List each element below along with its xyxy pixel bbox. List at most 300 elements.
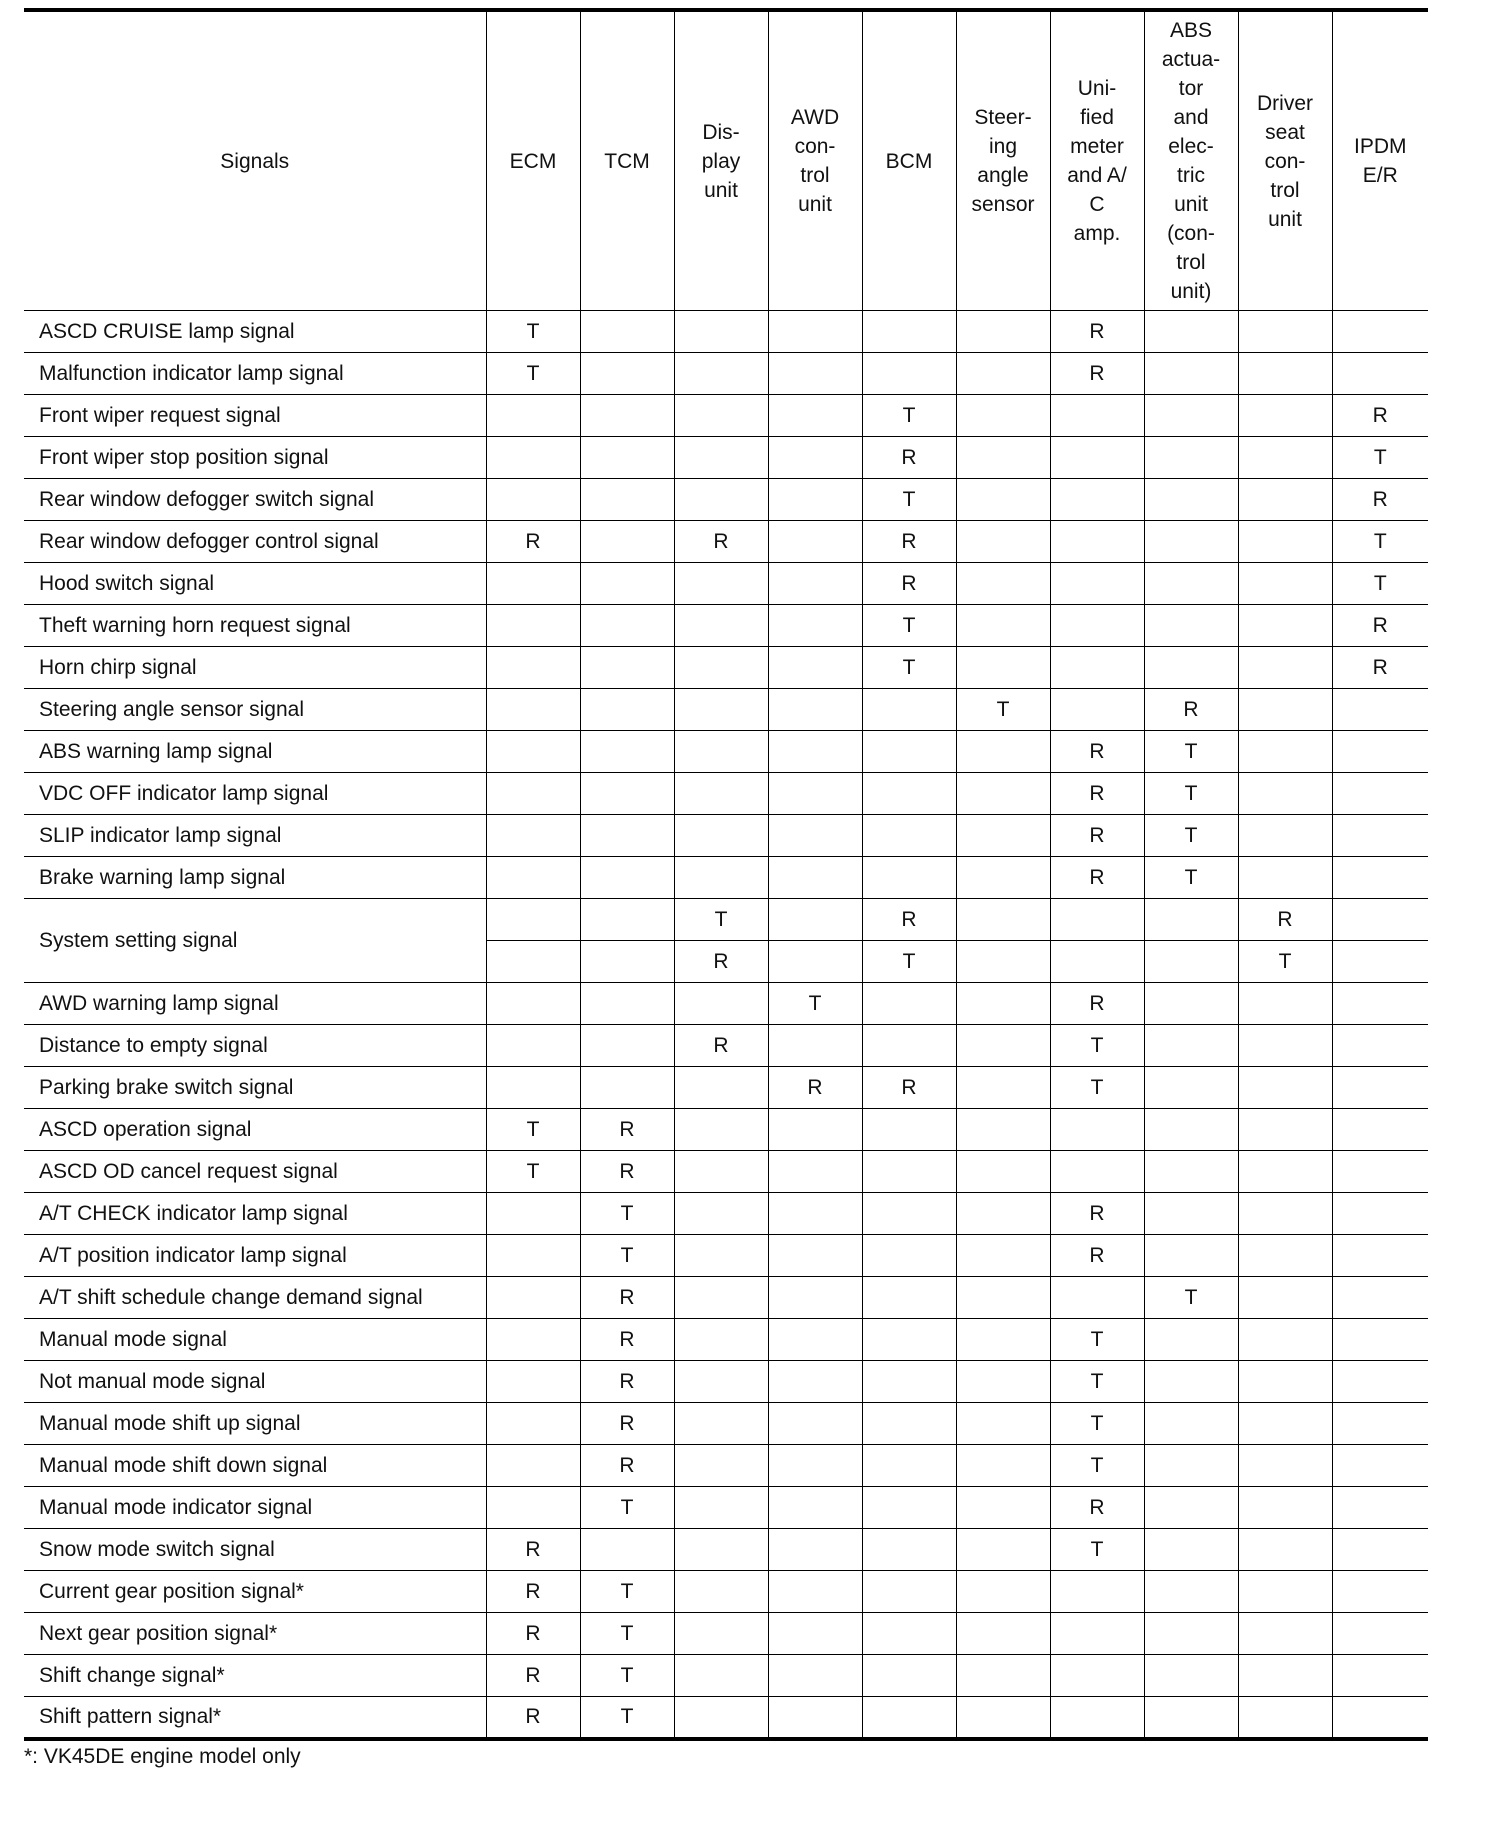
cell-ecm bbox=[486, 479, 580, 521]
cell-display: R bbox=[674, 521, 768, 563]
cell-ipdm: T bbox=[1332, 521, 1428, 563]
cell-display bbox=[674, 857, 768, 899]
cell-steering bbox=[956, 1235, 1050, 1277]
table-row bbox=[24, 1109, 1428, 1151]
cell-tcm: T bbox=[580, 1697, 674, 1739]
cell-ipdm bbox=[1332, 1025, 1428, 1067]
cell-steering bbox=[956, 899, 1050, 941]
cell-meter bbox=[1050, 437, 1144, 479]
cell-bcm: R bbox=[862, 563, 956, 605]
cell-tcm bbox=[580, 437, 674, 479]
cell-bcm bbox=[862, 1613, 956, 1655]
cell-awd bbox=[768, 1277, 862, 1319]
cell-awd bbox=[768, 1571, 862, 1613]
cell-awd bbox=[768, 1235, 862, 1277]
column-header-line: Signals bbox=[220, 149, 290, 173]
cell-awd bbox=[768, 479, 862, 521]
cell-display bbox=[674, 1277, 768, 1319]
cell-bcm bbox=[862, 1151, 956, 1193]
table-row bbox=[24, 521, 1428, 563]
cell-ipdm bbox=[1332, 941, 1428, 983]
cell-steering bbox=[956, 437, 1050, 479]
cell-awd bbox=[768, 1487, 862, 1529]
cell-steering bbox=[956, 1613, 1050, 1655]
cell-tcm bbox=[580, 1529, 674, 1571]
table-row bbox=[24, 605, 1428, 647]
cell-meter bbox=[1050, 1655, 1144, 1697]
cell-tcm bbox=[580, 1025, 674, 1067]
column-header-line: trol bbox=[1270, 178, 1300, 202]
cell-abs bbox=[1144, 1109, 1238, 1151]
cell-abs bbox=[1144, 1571, 1238, 1613]
footnote: *: VK45DE engine model only bbox=[24, 1744, 301, 1768]
cell-bcm bbox=[862, 1655, 956, 1697]
cell-ecm bbox=[486, 1361, 580, 1403]
cell-bcm bbox=[862, 1361, 956, 1403]
signal-name: Malfunction indicator lamp signal bbox=[24, 353, 486, 395]
table-row bbox=[24, 1235, 1428, 1277]
cell-meter: R bbox=[1050, 983, 1144, 1025]
signal-name: Brake warning lamp signal bbox=[24, 857, 486, 899]
column-header-line: amp. bbox=[1073, 222, 1121, 245]
column-header-abs bbox=[1144, 10, 1238, 311]
signal-name: A/T CHECK indicator lamp signal bbox=[24, 1193, 486, 1235]
cell-seat bbox=[1238, 815, 1332, 857]
column-header-line: unit bbox=[798, 193, 832, 216]
cell-ipdm bbox=[1332, 1529, 1428, 1571]
cell-abs bbox=[1144, 899, 1238, 941]
column-header-line: and A/ bbox=[1067, 164, 1127, 187]
cell-awd: T bbox=[768, 983, 862, 1025]
cell-awd bbox=[768, 437, 862, 479]
cell-meter: T bbox=[1050, 1361, 1144, 1403]
column-header-line: seat bbox=[1265, 120, 1305, 144]
cell-awd bbox=[768, 521, 862, 563]
cell-bcm bbox=[862, 731, 956, 773]
table-row bbox=[24, 1613, 1428, 1655]
cell-abs bbox=[1144, 1487, 1238, 1529]
cell-ecm: R bbox=[486, 1655, 580, 1697]
column-header-line: trol bbox=[800, 164, 830, 187]
table-row bbox=[24, 1571, 1428, 1613]
cell-seat bbox=[1238, 353, 1332, 395]
cell-awd bbox=[768, 815, 862, 857]
cell-bcm: R bbox=[862, 437, 956, 479]
cell-ipdm bbox=[1332, 1445, 1428, 1487]
cell-seat bbox=[1238, 1193, 1332, 1235]
cell-steering bbox=[956, 395, 1050, 437]
cell-awd: R bbox=[768, 1067, 862, 1109]
cell-seat: T bbox=[1238, 941, 1332, 983]
cell-tcm bbox=[580, 311, 674, 353]
signal-name: Manual mode shift down signal bbox=[24, 1445, 486, 1487]
column-header-line: Driver bbox=[1257, 91, 1313, 115]
cell-abs bbox=[1144, 395, 1238, 437]
cell-seat bbox=[1238, 1571, 1332, 1613]
column-header-signals bbox=[24, 10, 486, 311]
cell-seat bbox=[1238, 1613, 1332, 1655]
cell-display bbox=[674, 1151, 768, 1193]
table-row bbox=[24, 1319, 1428, 1361]
signal-name: ASCD CRUISE lamp signal bbox=[39, 319, 295, 343]
cell-display bbox=[674, 1487, 768, 1529]
table-row bbox=[24, 353, 1428, 395]
cell-abs bbox=[1144, 1655, 1238, 1697]
cell-awd bbox=[768, 311, 862, 353]
table-row bbox=[24, 1697, 1428, 1739]
cell-steering bbox=[956, 1067, 1050, 1109]
cell-meter bbox=[1050, 1151, 1144, 1193]
cell-steering bbox=[956, 1487, 1050, 1529]
cell-abs: T bbox=[1144, 773, 1238, 815]
cell-meter: R bbox=[1050, 1487, 1144, 1529]
cell-ipdm: R bbox=[1332, 647, 1428, 689]
signal-name: Steering angle sensor signal bbox=[24, 689, 486, 731]
cell-ecm bbox=[486, 689, 580, 731]
cell-seat bbox=[1238, 521, 1332, 563]
cell-tcm bbox=[580, 1067, 674, 1109]
signal-name: ABS warning lamp signal bbox=[24, 731, 486, 773]
cell-meter bbox=[1050, 941, 1144, 983]
cell-abs bbox=[1144, 521, 1238, 563]
signal-name: Current gear position signal* bbox=[24, 1571, 486, 1613]
cell-display bbox=[674, 1571, 768, 1613]
cell-ecm bbox=[486, 773, 580, 815]
signal-name: Not manual mode signal bbox=[24, 1361, 486, 1403]
signal-name: Rear window defogger control signal bbox=[24, 521, 486, 563]
cell-seat bbox=[1238, 1025, 1332, 1067]
cell-ecm bbox=[486, 1319, 580, 1361]
cell-meter bbox=[1050, 1109, 1144, 1151]
cell-seat bbox=[1238, 689, 1332, 731]
cell-ecm: T bbox=[486, 311, 580, 353]
cell-steering bbox=[956, 1445, 1050, 1487]
cell-ecm: T bbox=[486, 1151, 580, 1193]
cell-ecm: T bbox=[486, 353, 580, 395]
cell-steering bbox=[956, 1571, 1050, 1613]
column-header-line: Steer- bbox=[974, 106, 1032, 129]
cell-seat bbox=[1238, 1361, 1332, 1403]
cell-awd bbox=[768, 1361, 862, 1403]
cell-abs bbox=[1144, 1445, 1238, 1487]
cell-awd bbox=[768, 731, 862, 773]
cell-ecm bbox=[486, 857, 580, 899]
signal-name: Front wiper stop position signal bbox=[24, 437, 486, 479]
column-header-meter bbox=[1050, 10, 1144, 311]
signal-name: A/T shift schedule change demand signal bbox=[24, 1277, 486, 1319]
column-header-line: ECM bbox=[509, 149, 557, 173]
cell-tcm bbox=[580, 563, 674, 605]
column-header-line: Uni- bbox=[1077, 77, 1117, 100]
cell-bcm bbox=[862, 857, 956, 899]
cell-steering bbox=[956, 311, 1050, 353]
cell-bcm bbox=[862, 353, 956, 395]
cell-steering bbox=[956, 1655, 1050, 1697]
cell-meter: R bbox=[1050, 311, 1144, 353]
cell-abs bbox=[1144, 1361, 1238, 1403]
cell-seat bbox=[1238, 437, 1332, 479]
column-header-ecm bbox=[486, 10, 580, 311]
cell-tcm bbox=[580, 605, 674, 647]
cell-abs bbox=[1144, 983, 1238, 1025]
cell-awd bbox=[768, 1193, 862, 1235]
cell-awd bbox=[768, 353, 862, 395]
cell-display bbox=[674, 311, 768, 353]
cell-display bbox=[674, 1067, 768, 1109]
cell-bcm bbox=[862, 1529, 956, 1571]
cell-steering bbox=[956, 1025, 1050, 1067]
signal-name: Horn chirp signal bbox=[24, 647, 486, 689]
cell-steering bbox=[956, 1109, 1050, 1151]
cell-steering bbox=[956, 1319, 1050, 1361]
cell-awd bbox=[768, 395, 862, 437]
cell-abs bbox=[1144, 1193, 1238, 1235]
column-header-seat bbox=[1238, 10, 1332, 311]
cell-seat bbox=[1238, 1319, 1332, 1361]
cell-display bbox=[674, 647, 768, 689]
cell-abs bbox=[1144, 1025, 1238, 1067]
signal-name: Hood switch signal bbox=[24, 563, 486, 605]
cell-ipdm bbox=[1332, 1697, 1428, 1739]
cell-meter bbox=[1050, 1697, 1144, 1739]
column-header-line: TCM bbox=[604, 149, 650, 173]
cell-abs bbox=[1144, 1613, 1238, 1655]
column-header-line: angle bbox=[977, 164, 1029, 187]
cell-meter: T bbox=[1050, 1067, 1144, 1109]
cell-tcm bbox=[580, 899, 674, 941]
cell-steering bbox=[956, 479, 1050, 521]
cell-ecm bbox=[486, 815, 580, 857]
cell-display bbox=[674, 983, 768, 1025]
cell-steering bbox=[956, 1151, 1050, 1193]
cell-steering bbox=[956, 1403, 1050, 1445]
cell-ecm bbox=[486, 1445, 580, 1487]
cell-ecm bbox=[486, 983, 580, 1025]
cell-meter: R bbox=[1050, 857, 1144, 899]
column-header-line: and bbox=[1173, 106, 1209, 129]
cell-seat bbox=[1238, 647, 1332, 689]
can-signal-table bbox=[24, 8, 1428, 1741]
cell-abs bbox=[1144, 1151, 1238, 1193]
cell-display bbox=[674, 1109, 768, 1151]
cell-ipdm bbox=[1332, 1361, 1428, 1403]
cell-abs: T bbox=[1144, 1277, 1238, 1319]
cell-abs bbox=[1144, 1067, 1238, 1109]
cell-seat bbox=[1238, 563, 1332, 605]
cell-bcm bbox=[862, 311, 956, 353]
table-row bbox=[24, 1445, 1428, 1487]
cell-ecm bbox=[486, 899, 580, 941]
cell-abs bbox=[1144, 479, 1238, 521]
cell-ipdm bbox=[1332, 983, 1428, 1025]
column-header-line: Dis- bbox=[702, 120, 740, 144]
cell-seat bbox=[1238, 311, 1332, 353]
cell-meter bbox=[1050, 689, 1144, 731]
cell-seat bbox=[1238, 1655, 1332, 1697]
cell-abs: T bbox=[1144, 857, 1238, 899]
column-header-line: AWD bbox=[790, 106, 840, 129]
cell-tcm bbox=[580, 773, 674, 815]
cell-tcm bbox=[580, 521, 674, 563]
table-row bbox=[24, 1025, 1428, 1067]
cell-meter: R bbox=[1050, 815, 1144, 857]
cell-tcm: R bbox=[580, 1403, 674, 1445]
cell-awd bbox=[768, 563, 862, 605]
cell-ecm bbox=[486, 1487, 580, 1529]
cell-steering bbox=[956, 1697, 1050, 1739]
cell-meter bbox=[1050, 1571, 1144, 1613]
cell-ecm: R bbox=[486, 521, 580, 563]
cell-display bbox=[674, 353, 768, 395]
cell-display bbox=[674, 773, 768, 815]
cell-tcm: R bbox=[580, 1445, 674, 1487]
cell-awd bbox=[768, 1655, 862, 1697]
table-header-row bbox=[24, 10, 1428, 311]
table-row bbox=[24, 731, 1428, 773]
cell-tcm: R bbox=[580, 1151, 674, 1193]
signal-name: Theft warning horn request signal bbox=[24, 605, 486, 647]
table-row bbox=[24, 1529, 1428, 1571]
cell-bcm: T bbox=[862, 395, 956, 437]
cell-display bbox=[674, 437, 768, 479]
cell-bcm bbox=[862, 815, 956, 857]
table-row bbox=[24, 1193, 1428, 1235]
cell-abs: T bbox=[1144, 815, 1238, 857]
cell-abs bbox=[1144, 1529, 1238, 1571]
cell-abs bbox=[1144, 1319, 1238, 1361]
column-header-line: tor bbox=[1178, 77, 1204, 100]
signal-name: ASCD OD cancel request signal bbox=[24, 1151, 486, 1193]
cell-tcm bbox=[580, 353, 674, 395]
cell-seat bbox=[1238, 1487, 1332, 1529]
cell-ipdm: R bbox=[1332, 479, 1428, 521]
cell-tcm: R bbox=[580, 1109, 674, 1151]
cell-awd bbox=[768, 689, 862, 731]
cell-abs: R bbox=[1144, 689, 1238, 731]
cell-steering bbox=[956, 1529, 1050, 1571]
table-row bbox=[24, 899, 1428, 941]
signal-name: Snow mode switch signal bbox=[24, 1529, 486, 1571]
cell-meter: R bbox=[1050, 731, 1144, 773]
column-header-line: BCM bbox=[885, 149, 933, 173]
cell-meter: R bbox=[1050, 773, 1144, 815]
table-row bbox=[24, 1487, 1428, 1529]
signal-name: System setting signal bbox=[24, 899, 486, 983]
cell-ecm bbox=[486, 1067, 580, 1109]
cell-bcm bbox=[862, 1487, 956, 1529]
cell-bcm bbox=[862, 1403, 956, 1445]
cell-meter: T bbox=[1050, 1529, 1144, 1571]
signal-name: Manual mode signal bbox=[24, 1319, 486, 1361]
cell-awd bbox=[768, 899, 862, 941]
cell-display bbox=[674, 815, 768, 857]
cell-ecm bbox=[486, 941, 580, 983]
cell-meter: T bbox=[1050, 1403, 1144, 1445]
cell-awd bbox=[768, 773, 862, 815]
column-header-line: ABS bbox=[1169, 19, 1213, 42]
table-row bbox=[24, 563, 1428, 605]
cell-display bbox=[674, 1361, 768, 1403]
cell-awd bbox=[768, 1109, 862, 1151]
cell-bcm bbox=[862, 1109, 956, 1151]
cell-steering bbox=[956, 563, 1050, 605]
cell-ipdm bbox=[1332, 857, 1428, 899]
cell-ecm bbox=[486, 395, 580, 437]
cell-abs bbox=[1144, 941, 1238, 983]
cell-ipdm: T bbox=[1332, 437, 1428, 479]
cell-bcm bbox=[862, 1571, 956, 1613]
column-header-line: ing bbox=[988, 135, 1018, 158]
column-header-display bbox=[674, 10, 768, 311]
cell-bcm bbox=[862, 1235, 956, 1277]
cell-bcm bbox=[862, 983, 956, 1025]
cell-awd bbox=[768, 1151, 862, 1193]
signal-name: Distance to empty signal bbox=[24, 1025, 486, 1067]
cell-ipdm bbox=[1332, 1151, 1428, 1193]
cell-ecm: R bbox=[486, 1529, 580, 1571]
cell-seat bbox=[1238, 773, 1332, 815]
cell-seat bbox=[1238, 731, 1332, 773]
cell-tcm: T bbox=[580, 1235, 674, 1277]
cell-ipdm bbox=[1332, 1655, 1428, 1697]
cell-display bbox=[674, 605, 768, 647]
table-row bbox=[24, 815, 1428, 857]
cell-abs bbox=[1144, 353, 1238, 395]
table-row bbox=[24, 773, 1428, 815]
cell-steering bbox=[956, 1277, 1050, 1319]
cell-awd bbox=[768, 1445, 862, 1487]
signal-table-document bbox=[24, 8, 1428, 1769]
cell-display: T bbox=[674, 899, 768, 941]
cell-meter bbox=[1050, 563, 1144, 605]
cell-meter bbox=[1050, 521, 1144, 563]
cell-meter: T bbox=[1050, 1445, 1144, 1487]
cell-seat bbox=[1238, 857, 1332, 899]
cell-bcm: R bbox=[862, 1067, 956, 1109]
cell-meter bbox=[1050, 1613, 1144, 1655]
cell-ipdm bbox=[1332, 1109, 1428, 1151]
cell-steering bbox=[956, 815, 1050, 857]
cell-ecm bbox=[486, 605, 580, 647]
cell-ecm bbox=[486, 1025, 580, 1067]
cell-ipdm bbox=[1332, 773, 1428, 815]
cell-awd bbox=[768, 1319, 862, 1361]
cell-bcm: T bbox=[862, 647, 956, 689]
cell-seat bbox=[1238, 605, 1332, 647]
cell-awd bbox=[768, 857, 862, 899]
cell-bcm bbox=[862, 1193, 956, 1235]
column-header-line: tric bbox=[1177, 164, 1205, 187]
signal-name: Front wiper request signal bbox=[24, 395, 486, 437]
cell-meter bbox=[1050, 899, 1144, 941]
table-row bbox=[24, 1655, 1428, 1697]
column-header-steering bbox=[956, 10, 1050, 311]
table-row bbox=[24, 1361, 1428, 1403]
cell-steering bbox=[956, 857, 1050, 899]
cell-ecm bbox=[486, 1403, 580, 1445]
cell-ipdm: R bbox=[1332, 605, 1428, 647]
cell-steering bbox=[956, 1193, 1050, 1235]
cell-display bbox=[674, 1403, 768, 1445]
cell-seat bbox=[1238, 1445, 1332, 1487]
cell-display bbox=[674, 563, 768, 605]
cell-display bbox=[674, 1319, 768, 1361]
cell-ipdm bbox=[1332, 899, 1428, 941]
cell-bcm bbox=[862, 1319, 956, 1361]
cell-abs bbox=[1144, 563, 1238, 605]
table-row bbox=[24, 1067, 1428, 1109]
cell-steering bbox=[956, 521, 1050, 563]
